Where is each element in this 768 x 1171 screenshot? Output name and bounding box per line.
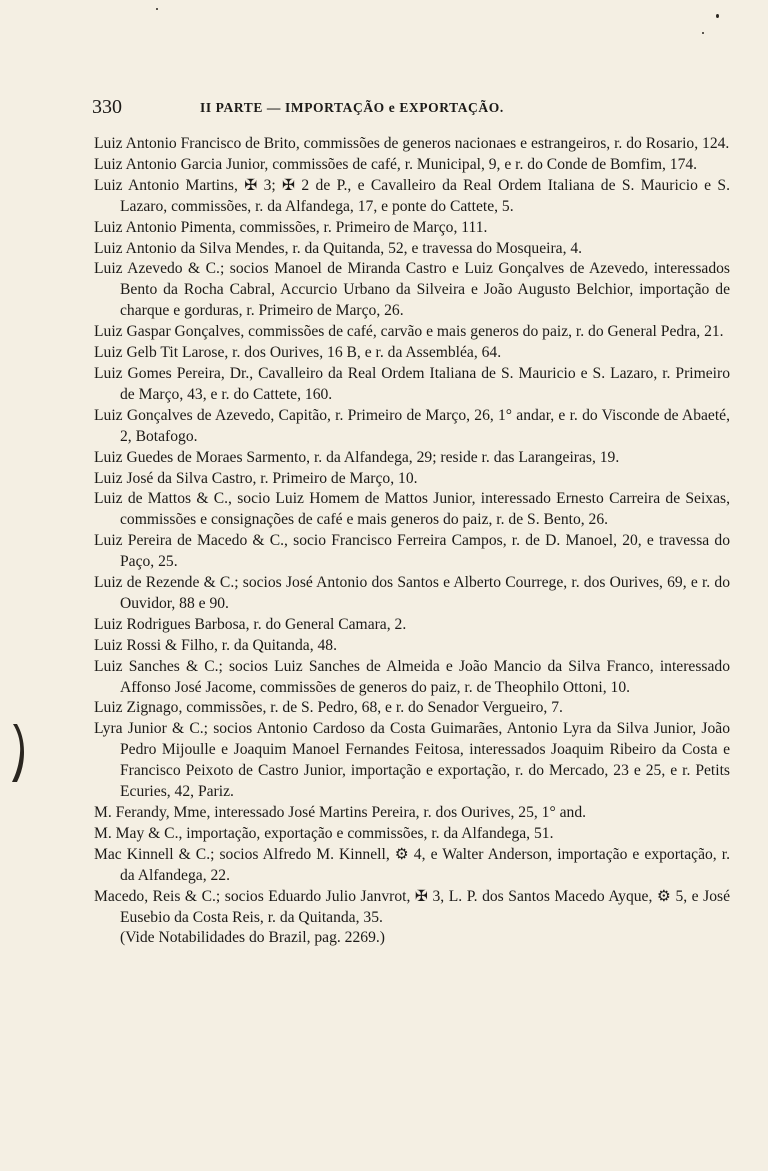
directory-entry: Macedo, Reis & C.; socios Eduardo Julio Janvrot, ✠ 3, L. P. dos Santos Macedo Ayque, ⚙ 5, e José Eusebio da Costa Reis, r. da Quitanda, 35. [94,887,730,926]
directory-entry: Luiz Antonio Pimenta, commissões, r. Primeiro de Março, 111. [94,218,488,236]
directory-entry: Luiz Gonçalves de Azevedo, Capitão, r. Primeiro de Março, 26, 1° andar, e r. do Visconde de Abaeté, 2, Botafogo. [94,406,730,445]
directory-entry: Luiz Gaspar Gonçalves, commissões de café, carvão e mais generos do paiz, r. do General Pedra, 21. [94,323,724,341]
directory-entry: Luiz Guedes de Moraes Sarmento, r. da Alfandega, 29; reside r. das Larangeiras, 19. [94,448,620,466]
ink-speck [702,32,704,34]
directory-entry: Luiz Azevedo & C.; socios Manoel de Miranda Castro e Luiz Gonçalves de Azevedo, interessados Bento da Rocha Cabral, Accurcio Urbano da Silveira e João Augusto Belchior, importação de charque e gorduras, r. Primeiro de Março, 26. [94,260,730,320]
directory-entry: Luiz Rodrigues Barbosa, r. do General Camara, 2. [94,615,407,633]
directory-entry: Mac Kinnell & C.; socios Alfredo M. Kinnell, ⚙ 4, e Walter Anderson, importação e exportação, r. da Alfandega, 22. [94,845,730,884]
directory-entry: Luiz Gomes Pereira, Dr., Cavalleiro da Real Ordem Italiana de S. Mauricio e S. Lazaro, r. Primeiro de Março, 43, e r. do Cattete, 160. [94,364,730,403]
directory-entry: Luiz Antonio Garcia Junior, commissões de café, r. Municipal, 9, e r. do Conde de Bomfim, 174. [94,155,698,173]
directory-entry: Luiz Zignago, commissões, r. de S. Pedro, 68, e r. do Senador Vergueiro, 7. [94,699,563,717]
ink-speck [716,14,719,18]
directory-entry: Luiz Gelb Tit Larose, r. dos Ourives, 16 B, e r. da Assembléa, 64. [94,344,502,362]
page-number: 330 [92,96,122,118]
directory-entry: Luiz Sanches & C.; socios Luiz Sanches de Almeida e João Mancio da Silva Franco, interessado Affonso José Jacome, commissões de generos do paiz, r. de Theophilo Ottoni, 10. [94,657,730,696]
directory-entry: M. Ferandy, Mme, interessado José Martins Pereira, r. dos Ourives, 25, 1° and. [94,804,587,821]
running-head: II PARTE — IMPORTAÇÃO e EXPORTAÇÃO. [200,100,504,115]
directory-list [94,134,730,949]
directory-entry: Luiz Antonio da Silva Mendes, r. da Quitanda, 52, e travessa do Mosqueira, 4. [94,239,583,257]
directory-entry: M. May & C., importação, exportação e commissões, r. da Alfandega, 51. [94,824,554,842]
directory-entry: Luiz Antonio Francisco de Brito, commissões de generos nacionaes e estrangeiros, r. do Rosario, 124. [94,135,730,152]
directory-entry: Luiz José da Silva Castro, r. Primeiro de Março, 10. [94,469,418,487]
ink-speck [156,8,158,10]
page-header [92,96,732,122]
directory-entry: Luiz Rossi & Filho, r. da Quitanda, 48. [94,636,337,654]
directory-entry: Luiz Antonio Martins, ✠ 3; ✠ 2 de P., e Cavalleiro da Real Ordem Italiana de S. Mauricio e S. Lazaro, commissões, r. da Alfandega, 17, e ponte do Cattete, 5. [94,176,730,215]
directory-entry: Luiz de Mattos & C., socio Luiz Homem de Mattos Junior, interessado Ernesto Carreira de Seixas, commissões e consignações de café e mais generos do paiz, r. de S. Bento, 26. [94,490,730,529]
directory-entry: Luiz de Rezende & C.; socios José Antonio dos Santos e Alberto Courrege, r. dos Ourives, 69, e r. do Ouvidor, 88 e 90. [94,574,730,612]
directory-entry: Luiz Pereira de Macedo & C., socio Francisco Ferreira Campos, r. de D. Manoel, 20, e travessa do Paço, 25. [94,532,730,571]
binding-shadow [8,722,26,784]
directory-entry: Lyra Junior & C.; socios Antonio Cardoso da Costa Guimarães, Antonio Lyra da Silva Junior, João Pedro Mijoulle e Joaquim Manoel Fernandes Feitosa, interessados Joaquim Ribeiro da Costa e Francisco Peixoto de Castro Junior, importação e exportação, r. do Mercado, 23 e 25, e r. Petits Ecuries, 42, Pariz. [94,720,730,801]
reference-note: (Vide Notabilidades do Brazil, pag. 2269.) [120,929,385,947]
